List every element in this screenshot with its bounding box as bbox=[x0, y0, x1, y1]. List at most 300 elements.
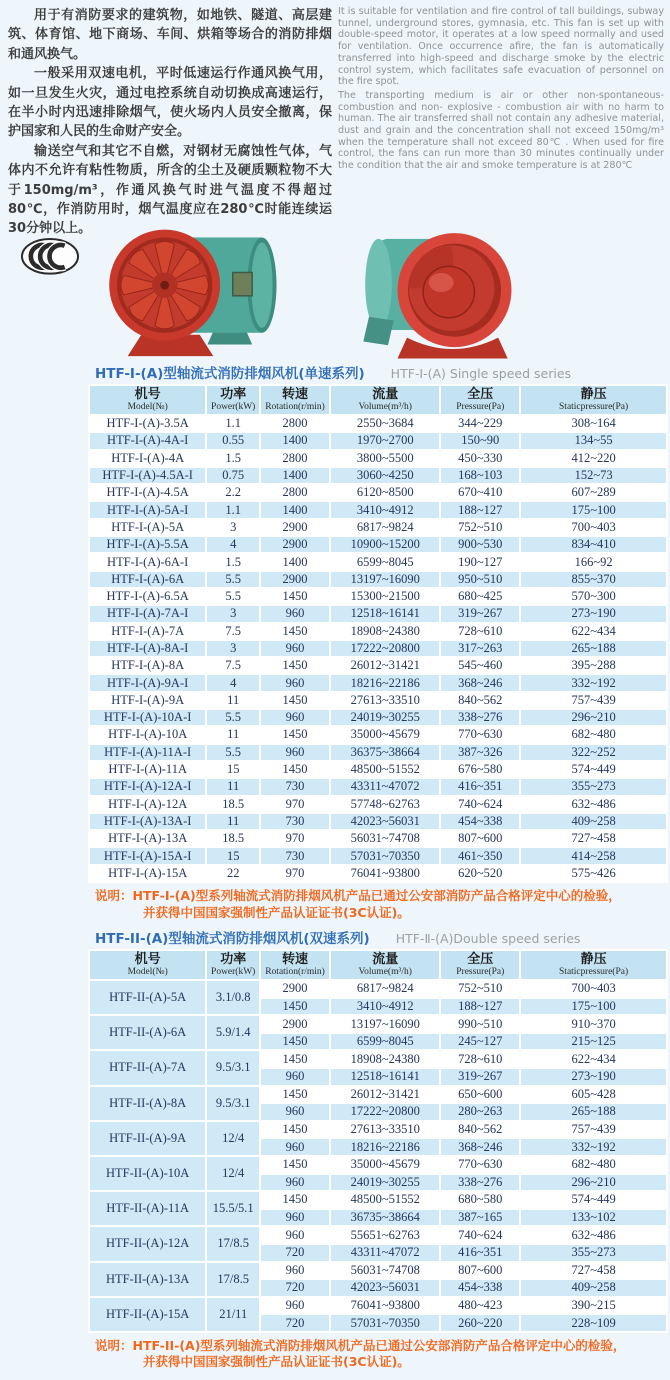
value-cell: 960 bbox=[260, 1068, 330, 1086]
value-cell: 5.5 bbox=[206, 571, 260, 588]
power-cell: 3.1/0.8 bbox=[206, 980, 260, 1015]
value-cell: 395~288 bbox=[520, 657, 667, 674]
value-cell: 13197~16090 bbox=[330, 571, 440, 588]
value-cell: 770~630 bbox=[440, 726, 520, 743]
value-cell: 1.5 bbox=[206, 450, 260, 467]
value-cell: 57748~62763 bbox=[330, 796, 440, 813]
value-cell: 670~410 bbox=[440, 484, 520, 501]
table-row bbox=[89, 657, 667, 674]
intro-section bbox=[0, 0, 670, 237]
value-cell: 770~630 bbox=[440, 1156, 520, 1174]
value-cell: 960 bbox=[260, 1297, 330, 1315]
column-header bbox=[260, 950, 330, 980]
power-cell: 17/8.5 bbox=[206, 1262, 260, 1297]
value-cell: 990~510 bbox=[440, 1015, 520, 1033]
value-cell: 412~220 bbox=[520, 450, 667, 467]
value-cell: 807~600 bbox=[440, 1262, 520, 1280]
column-header-en: Staticpressure(Pa) bbox=[559, 967, 629, 978]
value-cell: 960 bbox=[260, 744, 330, 761]
value-cell: 15 bbox=[206, 761, 260, 778]
value-cell: 7.5 bbox=[206, 657, 260, 674]
value-cell: 730 bbox=[260, 778, 330, 795]
note-line: 并获得中国国家强制性产品认证证书(3C认证)。 bbox=[143, 904, 410, 920]
value-cell: 319~267 bbox=[440, 605, 520, 622]
single-speed-table-header bbox=[89, 385, 667, 415]
value-cell: 166~92 bbox=[520, 553, 667, 570]
table-row bbox=[89, 467, 667, 484]
value-cell: 48500~51552 bbox=[330, 761, 440, 778]
chinese-paragraph: 用于有消防要求的建筑物，如地铁、隧道、高层建筑、体育馆、地下商场、车间、烘箱等场合的消防排烟和通风换气。 bbox=[8, 8, 332, 62]
value-cell: 76041~93800 bbox=[330, 865, 440, 882]
double-speed-fan-photo bbox=[350, 222, 540, 364]
value-cell: 12518~16141 bbox=[330, 605, 440, 622]
value-cell: 730 bbox=[260, 813, 330, 830]
value-cell: 5.5 bbox=[206, 709, 260, 726]
value-cell: 2800 bbox=[260, 415, 330, 432]
value-cell: 27613~33510 bbox=[330, 692, 440, 709]
value-cell: 6120~8500 bbox=[330, 484, 440, 501]
value-cell: 43311~47072 bbox=[330, 1244, 440, 1262]
table1-note bbox=[95, 888, 670, 921]
table-row bbox=[89, 640, 667, 657]
table-row bbox=[89, 536, 667, 553]
model-cell: HTF-I-(A)-11A bbox=[89, 761, 206, 778]
value-cell: 409~258 bbox=[520, 813, 667, 830]
table-row bbox=[89, 484, 667, 501]
value-cell: 700~403 bbox=[520, 519, 667, 536]
table-row bbox=[89, 501, 667, 518]
model-cell: HTF-II-(A)-8A bbox=[89, 1086, 206, 1121]
value-cell: 188~127 bbox=[440, 501, 520, 518]
value-cell: 368~246 bbox=[440, 674, 520, 691]
value-cell: 36375~38664 bbox=[330, 744, 440, 761]
column-header-zh: 全压 bbox=[467, 952, 494, 968]
value-cell: 228~109 bbox=[520, 1314, 667, 1332]
value-cell: 1400 bbox=[260, 432, 330, 449]
value-cell: 720 bbox=[260, 1244, 330, 1262]
model-cell: HTF-II-(A)-11A bbox=[89, 1191, 206, 1226]
table-row bbox=[89, 778, 667, 795]
value-cell: 6599~8045 bbox=[330, 553, 440, 570]
value-cell: 834~410 bbox=[520, 536, 667, 553]
table-row bbox=[89, 674, 667, 691]
value-cell: 11 bbox=[206, 778, 260, 795]
value-cell: 1450 bbox=[260, 1050, 330, 1068]
column-header-en: Rotation(r/min) bbox=[265, 402, 325, 412]
value-cell: 650~600 bbox=[440, 1086, 520, 1104]
value-cell: 574~449 bbox=[520, 1191, 667, 1209]
value-cell: 1450 bbox=[260, 692, 330, 709]
column-header-en: Pressure(Pa) bbox=[456, 967, 505, 978]
table-row bbox=[89, 813, 667, 830]
value-cell: 2800 bbox=[260, 450, 330, 467]
value-cell: 10900~15200 bbox=[330, 536, 440, 553]
note-line: 并获得中国国家强制性产品认证证书(3C认证)。 bbox=[143, 1354, 410, 1370]
value-cell: 27613~33510 bbox=[330, 1121, 440, 1139]
model-cell: HTF-I-(A)-5A-I bbox=[89, 501, 206, 518]
value-cell: 960 bbox=[260, 605, 330, 622]
value-cell: 1400 bbox=[260, 553, 330, 570]
table-row bbox=[89, 415, 667, 432]
column-header bbox=[330, 950, 440, 980]
model-cell: HTF-I-(A)-13A bbox=[89, 830, 206, 847]
chinese-paragraph: 一般采用双速电机，平时低速运行作通风换气用，如一旦发生火灾，通过电控系统自动切换成高速运行，在半小时内迅速排除烟气，使火场内人员安全撤离，保护国家和人民的生命财产安全。 bbox=[8, 66, 332, 140]
value-cell: 700~403 bbox=[520, 980, 667, 998]
value-cell: 2550~3684 bbox=[330, 415, 440, 432]
column-header-zh: 静压 bbox=[580, 387, 607, 402]
value-cell: 740~624 bbox=[440, 1226, 520, 1244]
value-cell: 56031~74708 bbox=[330, 830, 440, 847]
model-cell: HTF-I-(A)-7A bbox=[89, 623, 206, 640]
value-cell: 57031~70350 bbox=[330, 847, 440, 864]
value-cell: 48500~51552 bbox=[330, 1191, 440, 1209]
value-cell: 1450 bbox=[260, 1033, 330, 1051]
value-cell: 720 bbox=[260, 1279, 330, 1297]
value-cell: 296~210 bbox=[520, 709, 667, 726]
double-speed-table-body bbox=[89, 980, 667, 1332]
column-header bbox=[520, 385, 667, 415]
value-cell: 727~458 bbox=[520, 1262, 667, 1280]
model-cell: HTF-I-(A)-8A bbox=[89, 657, 206, 674]
model-cell: HTF-I-(A)-4.5A-I bbox=[89, 467, 206, 484]
value-cell: 970 bbox=[260, 830, 330, 847]
value-cell: 575~426 bbox=[520, 865, 667, 882]
power-cell: 9.5/3.1 bbox=[206, 1050, 260, 1085]
table-row bbox=[89, 830, 667, 847]
model-cell: HTF-I-(A)-3.5A bbox=[89, 415, 206, 432]
value-cell: 409~258 bbox=[520, 1279, 667, 1297]
value-cell: 960 bbox=[260, 1226, 330, 1244]
value-cell: 42023~56031 bbox=[330, 1279, 440, 1297]
column-header-zh: 静压 bbox=[580, 952, 607, 968]
value-cell: 1450 bbox=[260, 1086, 330, 1104]
value-cell: 960 bbox=[260, 674, 330, 691]
power-cell: 17/8.5 bbox=[206, 1226, 260, 1261]
value-cell: 740~624 bbox=[440, 796, 520, 813]
value-cell: 6817~9824 bbox=[330, 519, 440, 536]
value-cell: 620~520 bbox=[440, 865, 520, 882]
value-cell: 1450 bbox=[260, 1156, 330, 1174]
value-cell: 387~326 bbox=[440, 744, 520, 761]
value-cell: 840~562 bbox=[440, 692, 520, 709]
value-cell: 338~276 bbox=[440, 709, 520, 726]
table-row bbox=[89, 726, 667, 743]
value-cell: 970 bbox=[260, 865, 330, 882]
value-cell: 6599~8045 bbox=[330, 1033, 440, 1051]
value-cell: 133~102 bbox=[520, 1209, 667, 1227]
value-cell: 55651~62763 bbox=[330, 1226, 440, 1244]
value-cell: 960 bbox=[260, 1174, 330, 1192]
value-cell: 960 bbox=[260, 640, 330, 657]
model-cell: HTF-I-(A)-4A bbox=[89, 450, 206, 467]
value-cell: 970 bbox=[260, 796, 330, 813]
value-cell: 24019~30255 bbox=[330, 709, 440, 726]
table-row bbox=[89, 692, 667, 709]
value-cell: 807~600 bbox=[440, 830, 520, 847]
value-cell: 1970~2700 bbox=[330, 432, 440, 449]
value-cell: 42023~56031 bbox=[330, 813, 440, 830]
value-cell: 57031~70350 bbox=[330, 1314, 440, 1332]
table-row bbox=[89, 571, 667, 588]
column-header-zh: 功率 bbox=[220, 387, 247, 402]
value-cell: 960 bbox=[260, 1209, 330, 1227]
value-cell: 56031~74708 bbox=[330, 1262, 440, 1280]
value-cell: 752~510 bbox=[440, 980, 520, 998]
value-cell: 332~192 bbox=[520, 1138, 667, 1156]
column-header bbox=[260, 385, 330, 415]
column-header bbox=[89, 385, 206, 415]
model-cell: HTF-II-(A)-10A bbox=[89, 1156, 206, 1191]
intro-english bbox=[338, 6, 664, 222]
power-cell: 21/11 bbox=[206, 1297, 260, 1332]
column-header-en: Volume(m³/h) bbox=[358, 402, 412, 412]
model-cell: HTF-I-(A)-4.5A bbox=[89, 484, 206, 501]
power-cell: 15.5/5.1 bbox=[206, 1191, 260, 1226]
model-cell: HTF-I-(A)-10A bbox=[89, 726, 206, 743]
table-row bbox=[89, 847, 667, 864]
value-cell: 390~215 bbox=[520, 1297, 667, 1315]
table-row bbox=[89, 1262, 667, 1280]
value-cell: 454~338 bbox=[440, 813, 520, 830]
value-cell: 76041~93800 bbox=[330, 1297, 440, 1315]
value-cell: 6817~9824 bbox=[330, 980, 440, 998]
value-cell: 416~351 bbox=[440, 778, 520, 795]
value-cell: 1450 bbox=[260, 998, 330, 1016]
value-cell: 3410~4912 bbox=[330, 998, 440, 1016]
model-cell: HTF-I-(A)-12A-I bbox=[89, 778, 206, 795]
value-cell: 910~370 bbox=[520, 1015, 667, 1033]
model-cell: HTF-I-(A)-13A-I bbox=[89, 813, 206, 830]
column-header bbox=[206, 950, 260, 980]
value-cell: 150~90 bbox=[440, 432, 520, 449]
value-cell: 680~580 bbox=[440, 1191, 520, 1209]
value-cell: 3800~5500 bbox=[330, 450, 440, 467]
value-cell: 1.1 bbox=[206, 415, 260, 432]
table-row bbox=[89, 865, 667, 882]
value-cell: 960 bbox=[260, 1103, 330, 1121]
model-cell: HTF-I-(A)-9A bbox=[89, 692, 206, 709]
header-row bbox=[89, 385, 667, 415]
value-cell: 730 bbox=[260, 847, 330, 864]
column-header-en: Staticpressure(Pa) bbox=[559, 402, 629, 412]
value-cell: 13197~16090 bbox=[330, 1015, 440, 1033]
table2-caption-zh: HTF-II-(A)型轴流式消防排烟风机(双速系列) bbox=[95, 931, 370, 948]
value-cell: 26012~31421 bbox=[330, 657, 440, 674]
table-row bbox=[89, 432, 667, 449]
value-cell: 260~220 bbox=[440, 1314, 520, 1332]
table-row bbox=[89, 450, 667, 467]
value-cell: 4 bbox=[206, 536, 260, 553]
value-cell: 3410~4912 bbox=[330, 501, 440, 518]
table2-caption-row bbox=[0, 927, 670, 947]
value-cell: 152~73 bbox=[520, 467, 667, 484]
table2-note bbox=[95, 1338, 670, 1371]
value-cell: 2900 bbox=[260, 519, 330, 536]
value-cell: 168~103 bbox=[440, 467, 520, 484]
table1-caption-row bbox=[0, 362, 670, 382]
value-cell: 900~530 bbox=[440, 536, 520, 553]
value-cell: 1450 bbox=[260, 657, 330, 674]
table-row bbox=[89, 796, 667, 813]
value-cell: 17222~20800 bbox=[330, 640, 440, 657]
value-cell: 280~263 bbox=[440, 1103, 520, 1121]
table-row bbox=[89, 1156, 667, 1174]
value-cell: 332~192 bbox=[520, 674, 667, 691]
column-header-en: Rotation(r/min) bbox=[265, 967, 325, 978]
value-cell: 215~125 bbox=[520, 1033, 667, 1051]
value-cell: 134~55 bbox=[520, 432, 667, 449]
value-cell: 15 bbox=[206, 847, 260, 864]
column-header-en: Model(№) bbox=[127, 967, 168, 978]
value-cell: 728~610 bbox=[440, 1050, 520, 1068]
table-row bbox=[89, 709, 667, 726]
value-cell: 12518~16141 bbox=[330, 1068, 440, 1086]
model-cell: HTF-I-(A)-10A-I bbox=[89, 709, 206, 726]
value-cell: 43311~47072 bbox=[330, 778, 440, 795]
single-speed-fan-photo bbox=[90, 218, 286, 360]
note-line: 说明：HTF-II-(A)型系列轴流式消防排烟风机产品已通过公安部消防产品合格评定中心的检验， bbox=[95, 1337, 626, 1353]
value-cell: 265~188 bbox=[520, 640, 667, 657]
value-cell: 1450 bbox=[260, 726, 330, 743]
column-header-en: Power(kW) bbox=[211, 402, 256, 412]
column-header bbox=[440, 385, 520, 415]
value-cell: 11 bbox=[206, 813, 260, 830]
value-cell: 1.5 bbox=[206, 553, 260, 570]
value-cell: 480~423 bbox=[440, 1297, 520, 1315]
value-cell: 1450 bbox=[260, 588, 330, 605]
table1-caption-zh: HTF-I-(A)型轴流式消防排烟风机(单速系列) bbox=[95, 366, 365, 382]
value-cell: 2800 bbox=[260, 484, 330, 501]
table-row bbox=[89, 553, 667, 570]
value-cell: 11 bbox=[206, 726, 260, 743]
power-cell: 5.9/1.4 bbox=[206, 1015, 260, 1050]
column-header bbox=[330, 385, 440, 415]
product-images-row bbox=[0, 222, 670, 360]
model-cell: HTF-I-(A)-6.5A bbox=[89, 588, 206, 605]
value-cell: 35000~45679 bbox=[330, 726, 440, 743]
table-row bbox=[89, 1121, 667, 1139]
value-cell: 5.5 bbox=[206, 588, 260, 605]
value-cell: 2900 bbox=[260, 571, 330, 588]
value-cell: 265~188 bbox=[520, 1103, 667, 1121]
value-cell: 296~210 bbox=[520, 1174, 667, 1192]
model-cell: HTF-II-(A)-13A bbox=[89, 1262, 206, 1297]
value-cell: 2900 bbox=[260, 536, 330, 553]
column-header-en: Volume(m³/h) bbox=[358, 967, 412, 978]
value-cell: 317~263 bbox=[440, 640, 520, 657]
table-row bbox=[89, 1191, 667, 1209]
value-cell: 5.5 bbox=[206, 744, 260, 761]
double-speed-table-header bbox=[89, 950, 667, 980]
value-cell: 855~370 bbox=[520, 571, 667, 588]
column-header bbox=[206, 385, 260, 415]
value-cell: 574~449 bbox=[520, 761, 667, 778]
value-cell: 632~486 bbox=[520, 1226, 667, 1244]
model-cell: HTF-I-(A)-12A bbox=[89, 796, 206, 813]
value-cell: 1450 bbox=[260, 1121, 330, 1139]
single-speed-table-body bbox=[89, 415, 667, 882]
intro-chinese bbox=[8, 6, 332, 237]
value-cell: 26012~31421 bbox=[330, 1086, 440, 1104]
value-cell: 18216~22186 bbox=[330, 1138, 440, 1156]
value-cell: 727~458 bbox=[520, 830, 667, 847]
value-cell: 355~273 bbox=[520, 1244, 667, 1262]
value-cell: 2900 bbox=[260, 980, 330, 998]
value-cell: 11 bbox=[206, 692, 260, 709]
model-cell: HTF-I-(A)-11A-I bbox=[89, 744, 206, 761]
value-cell: 22 bbox=[206, 865, 260, 882]
model-cell: HTF-II-(A)-7A bbox=[89, 1050, 206, 1085]
model-cell: HTF-I-(A)-15A-I bbox=[89, 847, 206, 864]
column-header-zh: 机号 bbox=[134, 952, 161, 968]
value-cell: 7.5 bbox=[206, 623, 260, 640]
value-cell: 950~510 bbox=[440, 571, 520, 588]
value-cell: 175~100 bbox=[520, 998, 667, 1016]
table-row bbox=[89, 623, 667, 640]
value-cell: 245~127 bbox=[440, 1033, 520, 1051]
value-cell: 1.1 bbox=[206, 501, 260, 518]
value-cell: 632~486 bbox=[520, 796, 667, 813]
value-cell: 18.5 bbox=[206, 830, 260, 847]
value-cell: 960 bbox=[260, 1262, 330, 1280]
table-row bbox=[89, 980, 667, 998]
value-cell: 344~229 bbox=[440, 415, 520, 432]
value-cell: 308~164 bbox=[520, 415, 667, 432]
column-header-zh: 转速 bbox=[282, 387, 309, 402]
model-cell: HTF-I-(A)-7A-I bbox=[89, 605, 206, 622]
chinese-paragraph: 输送空气和其它不自燃，对钢材无腐蚀性气体，气体内不允许有粘性物质，所含的尘土及硬质颗粒物不大于150mg/m³，作通风换气时进气温度不得超过80℃，作消防用时，烟气温度应在280℃时能连续运30分钟以上。 bbox=[8, 143, 332, 237]
value-cell: 0.55 bbox=[206, 432, 260, 449]
value-cell: 18216~22186 bbox=[330, 674, 440, 691]
table-row bbox=[89, 605, 667, 622]
value-cell: 752~510 bbox=[440, 519, 520, 536]
value-cell: 414~258 bbox=[520, 847, 667, 864]
power-cell: 12/4 bbox=[206, 1121, 260, 1156]
value-cell: 416~351 bbox=[440, 1244, 520, 1262]
value-cell: 545~460 bbox=[440, 657, 520, 674]
value-cell: 387~165 bbox=[440, 1209, 520, 1227]
value-cell: 757~439 bbox=[520, 692, 667, 709]
value-cell: 355~273 bbox=[520, 778, 667, 795]
table-row bbox=[89, 1086, 667, 1104]
value-cell: 273~190 bbox=[520, 605, 667, 622]
single-speed-table bbox=[88, 384, 668, 883]
value-cell: 3 bbox=[206, 605, 260, 622]
value-cell: 36735~38664 bbox=[330, 1209, 440, 1227]
model-cell: HTF-I-(A)-9A-I bbox=[89, 674, 206, 691]
value-cell: 368~246 bbox=[440, 1138, 520, 1156]
value-cell: 18908~24380 bbox=[330, 623, 440, 640]
table-row bbox=[89, 519, 667, 536]
header-row bbox=[89, 950, 667, 980]
value-cell: 1450 bbox=[260, 623, 330, 640]
column-header-zh: 流量 bbox=[372, 387, 399, 402]
table1-caption-en: HTF-Ⅰ-(A) Single speed series bbox=[390, 366, 572, 381]
ccc-certification-icon bbox=[18, 234, 82, 280]
value-cell: 0.75 bbox=[206, 467, 260, 484]
value-cell: 273~190 bbox=[520, 1068, 667, 1086]
value-cell: 960 bbox=[260, 1138, 330, 1156]
english-paragraph: It is suitable for ventilation and fire control of tall buildings, subway tunnel, underground stores, gymnasia, etc. This fan is set up with double-speed motor, it operates at a low speed normally and used for ventilation. Once occurrence afire, the fan is automatically transferred into high-speed and discharge smoke by the electric control system, which facilitates safe evacuation of personnel on the fire spot. bbox=[338, 6, 664, 88]
power-cell: 12/4 bbox=[206, 1156, 260, 1191]
table-row bbox=[89, 761, 667, 778]
table-row bbox=[89, 1015, 667, 1033]
column-header bbox=[89, 950, 206, 980]
model-cell: HTF-I-(A)-4A-I bbox=[89, 432, 206, 449]
value-cell: 1450 bbox=[260, 761, 330, 778]
value-cell: 188~127 bbox=[440, 998, 520, 1016]
column-header bbox=[520, 950, 667, 980]
